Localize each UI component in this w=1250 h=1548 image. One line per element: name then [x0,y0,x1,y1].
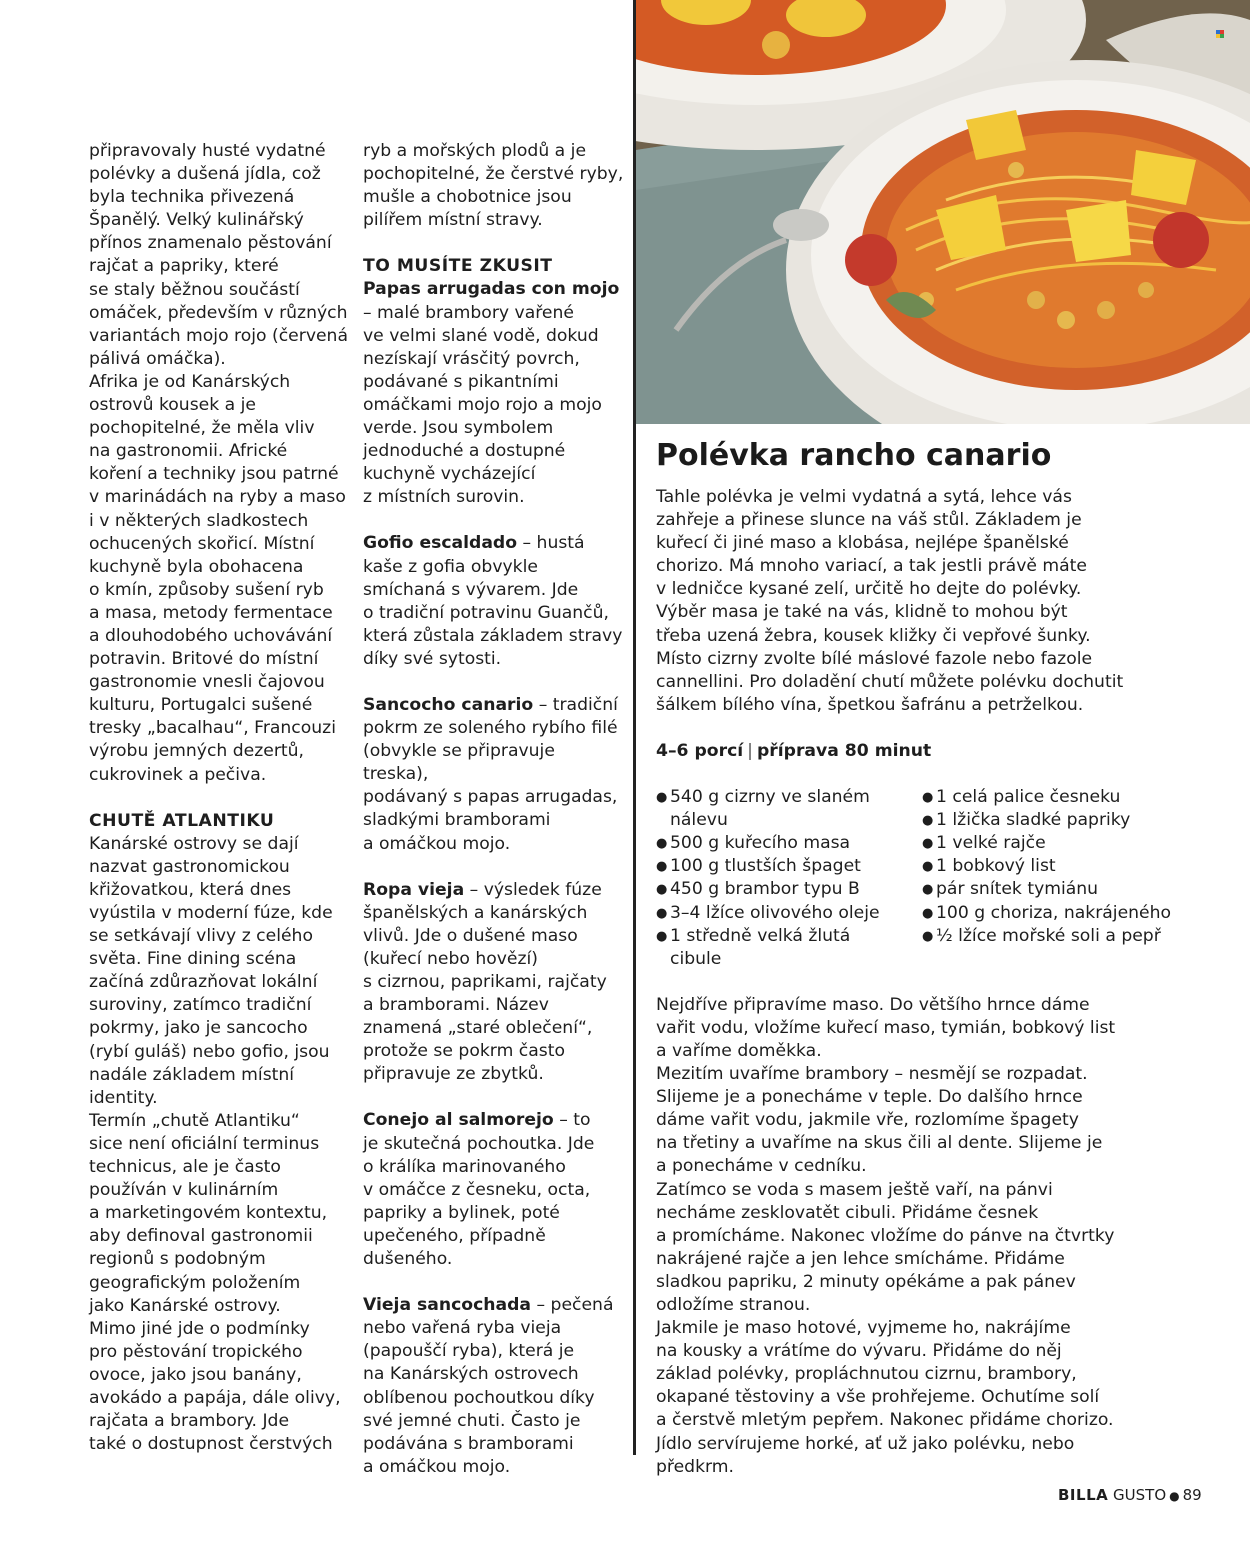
dish-description: – pečená nebo vařená ryba vieja (papouščí ryba), která je na Kanárských ostrovech oblíbenou pochoutkou díky své jemné chuti. Často je podávána s bramborami a omáčkou mojo. [363,1295,614,1477]
ingredients-left [656,786,900,971]
ingredients-list [656,786,1216,971]
article-column-2 [363,140,625,1479]
dish-name: Conejo al salmorejo [363,1110,554,1131]
dish-description: – výsledek fúze španělských a kanárských vlivů. Jde o dušené maso (kuřecí nebo hovězí) s cizrnou, paprikami, rajčaty a bramborami. Název znamená „staré oblečení“, protože se pokrm často připravuje ze zbytků. [363,879,607,1085]
dish-entry-gofio [363,532,625,671]
ingredient-item: ● 450 g brambor typu B [656,878,900,901]
section-heading-chute-atlantiku: CHUTĚ ATLANTIKU [89,810,275,831]
dish-entry-sancocho [363,694,625,856]
recipe-method: Nejdříve připravíme maso. Do většího hrnce dáme vařit vodu, vložíme kuřecí maso, tymián, bobkový list a vaříme doměkka. Mezitím uvaříme brambory – nesmějí se rozpadat. Slijeme je a ponecháme v teple. Do dalšího hrnce dáme vařit vodu, jakmile vře, rozlomíme špagety na třetiny a uvaříme na skus čili al dente. Slijeme je a ponecháme v cedníku. Zatímco se voda s masem ještě vaří, na pánvi necháme zesklovatět cibuli. Přidáme česnek a promícháme. Nakonec vložíme do pánve na čtvrtky nakrájené rajče a jen lehce smícháme. Přidáme sladkou papriku, 2 minuty opékáme a pak pánev odložíme stranou. Jakmile je maso hotové, vyjmeme ho, nakrájíme na kousky a vrátíme do vývaru. Přidáme do něj základ polévky, propláchnutou cizrnu, brambory, okapané těstoviny a vše prohřejeme. Ochutíme solí a čerstvě mletým pepřem. Nakonec přidáme chorizo. Jídlo servírujeme horké, ať už jako polévku, nebo předkrm. [656,994,1116,1477]
article-column-1 [89,140,351,1456]
ingredient-item: ● 1 bobkový list [922,855,1171,878]
footer-dot-icon: ● [1169,1489,1180,1503]
section-heading-to-musite-zkusit: TO MUSÍTE ZKUSIT [363,256,553,277]
page-number: 89 [1182,1486,1202,1504]
magazine-name: GUSTO [1113,1486,1167,1504]
ingredient-item: ● ½ lžíce mořské soli a pepř [922,925,1171,948]
dish-description: – malé brambory vařené ve velmi slané vodě, dokud nezískají vrásčitý povrch, podávané s pikantními omáčkami mojo rojo a mojo verde. Jsou symbolem jednoduché a dostupné kuchyně vycházející z místních surovin. [363,302,602,508]
dish-entry-ropa-vieja [363,879,625,1087]
prep-time: příprava 80 minut [756,740,932,761]
column1-paragraph-1: připravovaly husté vydatné polévky a dušená jídla, což byla technika přivezená Španělý. Velký kulinářský přínos znamenalo pěstování rajčat a papriky, které se staly běžnou součástí omáček, především v různých variantách mojo rojo (červená pálivá omáčka). Afrika je od Kanárských ostrovů kousek a je pochopitelné, že měla vliv na gastronomii. Africké koření a techniky jsou patrné v marinádách na ryby a maso i v některých sladkostech ochucených skořicí. Místní kuchyně byla obohacena o kmín, způsoby sušení ryb a masa, metody fermentace a dlouhodobého uchovávání potravin. Britové do místní gastronomie vnesli čajovou kulturu, Portugalci sušené tresky „bacalhau“, Francouzi výrobu jemných dezertů, cukrovinek a pečiva. [89,141,348,785]
brand-name: BILLA [1058,1486,1109,1504]
ingredient-item: ● 1 lžička sladké papriky [922,809,1171,832]
ingredient-item: ● pár snítek tymiánu [922,878,1171,901]
dish-name: Ropa vieja [363,879,465,900]
dish-entry-vieja-sancochada [363,1294,625,1479]
dish-description: – tradiční pokrm ze soleného rybího filé (obvykle se připravuje treska), podávaný s papas arrugadas, sladkými bramborami a omáčkou mojo. [363,694,618,854]
ingredient-item: ● 100 g choriza, nakrájeného [922,902,1171,925]
column1-paragraph-2: Kanárské ostrovy se dají nazvat gastronomickou křižovatkou, která dnes vyústila v moderní fúze, kde se setkávají vlivy z celého světa. Fine dining scéna začíná zdůrazňovat lokální suroviny, zatímco tradiční pokrmy, jako je sancocho (rybí guláš) nebo gofio, jsou nadále základem místní identity. Termín „chutě Atlantiku“ sice není oficiální terminus technicus, ale je často používán v kulinárním a marketingovém kontextu, aby definoval gastronomii regionů s podobným geografickým položením jako Kanárské ostrovy. Mimo jiné jde o podmínky pro pěstování tropického ovoce, jako jsou banány, avokádo a papája, dále olivy, rajčata a brambory. Jde také o dostupnost čerstvých [89,833,341,1455]
corner-mark-icon [1216,30,1224,38]
servings: 4–6 porcí [656,740,744,761]
ingredient-item: ● 500 g kuřecího masa [656,832,900,855]
ingredients-right [922,786,1171,971]
soup-photo [636,0,1250,424]
dish-entry-papas [363,278,625,509]
ingredient-item: ● 1 středně velká žlutá cibule [656,925,900,971]
ingredient-item: ● 3–4 lžíce olivového oleje [656,902,900,925]
ingredient-item: ● 540 g cizrny ve slaném nálevu [656,786,900,832]
column2-intro: ryb a mořských plodů a je pochopitelné, že čerstvé ryby, mušle a chobotnice jsou pilířem místní stravy. [363,141,624,231]
ingredient-item: ● 1 celá palice česneku [922,786,1171,809]
recipe-column [656,486,1216,1479]
dish-name: Gofio escaldado [363,533,518,554]
dish-name: Vieja sancochada [363,1295,532,1316]
dish-description: – to je skutečná pochoutka. Jde o králíka marinovaného v omáčce z česneku, octa, papriky a bylinek, poté upečeného, případně dušeného. [363,1110,595,1270]
ingredient-item: ● 100 g tlustších špaget [656,855,900,878]
recipe-intro: Tahle polévka je velmi vydatná a sytá, lehce vás zahřeje a přinese slunce na váš stůl. Základem je kuřecí či jiné maso a klobása, nejlépe španělské chorizo. Má mnoho variací, a tak jestli právě máte v ledničce kysané zelí, určitě ho dejte do polévky. Výběr masa je také na vás, klidně to mohou být třeba uzená žebra, kousek kližky či vepřové šunky. Místo cizrny zvolte bílé máslové fazole nebo fazole cannellini. Pro doladění chutí můžete polévku dochutit šálkem bílého vína, špetkou šafránu a petrželkou. [656,487,1124,715]
dish-name: Papas arrugadas con mojo [363,279,620,300]
soup-photo-illustration [636,0,1250,424]
recipe-title: Polévka rancho canario [656,438,1052,473]
dish-description: – hustá kaše z gofia obvykle smíchaná s vývarem. Jde o tradiční potravinu Guančů, která zůstala základem stravy díky své sytosti. [363,533,623,669]
dish-name: Sancocho canario [363,694,534,715]
meta-separator: | [747,740,753,761]
ingredient-item: ● 1 velké rajče [922,832,1171,855]
dish-entry-conejo [363,1109,625,1271]
recipe-meta [656,740,1216,763]
page-footer [1058,1486,1202,1504]
